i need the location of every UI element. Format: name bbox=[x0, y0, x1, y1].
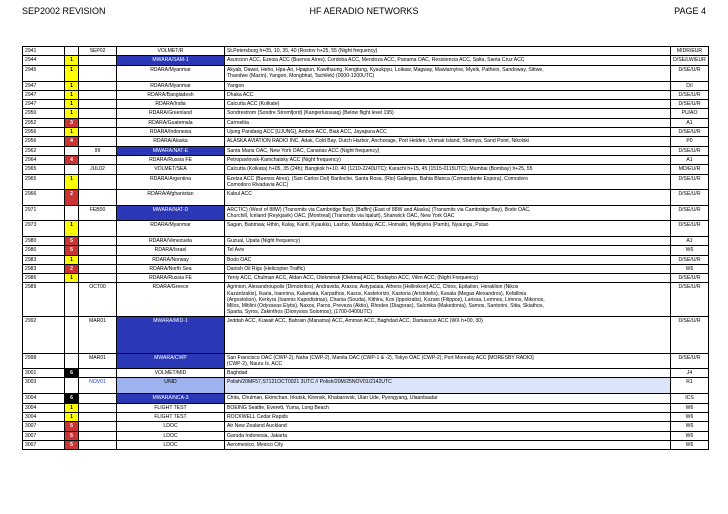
table-row bbox=[23, 412, 709, 421]
stations-line: ARCTIC) (West of 88W) (Transmits via Cambridge Bay), [Baffin] (East of 88W and Alaska) (Transmits via Cambridge Bay), Bodo OAC, bbox=[227, 206, 531, 213]
stations-line: San Francisco OAC (CWP-2), Naha (CWP-2), Manila OAC (CWP-1 & -2), Tokyo OAC (CWP-2), Port Moresby ACC [MORESBY RADIO] bbox=[227, 354, 534, 361]
revision-date-cell bbox=[79, 264, 117, 273]
ident-code-cell: D/SE/U/R bbox=[671, 189, 709, 205]
ident-code-cell: D/SE/U/R bbox=[671, 174, 709, 189]
revision-date-cell: NOV01 bbox=[79, 378, 117, 394]
stations-cell bbox=[225, 128, 671, 137]
table-row bbox=[23, 90, 709, 99]
revision-date-cell bbox=[79, 189, 117, 205]
revision-date-cell bbox=[79, 128, 117, 137]
ident-code-cell: D/I bbox=[671, 81, 709, 90]
revision-date-cell bbox=[79, 155, 117, 164]
table-row bbox=[23, 274, 709, 283]
stations-line: Tel Aviv bbox=[227, 247, 245, 254]
frequency-cell: 3004 bbox=[23, 394, 65, 403]
ident-code-cell: J4 bbox=[671, 369, 709, 378]
table-row bbox=[23, 369, 709, 378]
frequency-cell: 2983 bbox=[23, 255, 65, 264]
network-area-cell: RDARA/Russia FE bbox=[117, 155, 225, 164]
stations-line: St.Petersburg h+05, 10, 35, 40 (Rostov h+25, 55 (Night frequency) bbox=[227, 48, 378, 54]
stations-cell bbox=[225, 47, 671, 56]
network-area-cell: RDARA/Norway bbox=[117, 255, 225, 264]
table-row bbox=[23, 316, 709, 353]
network-area-cell: FLIGHT TEST bbox=[117, 403, 225, 412]
ident-code-cell: A1 bbox=[671, 236, 709, 245]
stations-line: Kazantzakis), Ikaria, Ioannina, Kalamata, Karpathos, Kasos, Kastelorizo, Kastoria (Aristotelis), Kavala (Megas Alexandros), Kefallinia bbox=[227, 290, 527, 297]
ident-code-cell: A1 bbox=[671, 155, 709, 164]
stations-cell bbox=[225, 412, 671, 421]
network-area-cell: RDARA/Bangladesh bbox=[117, 90, 225, 99]
frequency-cell: 3007 bbox=[23, 440, 65, 449]
stations-cell bbox=[225, 283, 671, 316]
revision-date-cell: FEB00 bbox=[79, 205, 117, 220]
table-row bbox=[23, 128, 709, 137]
table-row bbox=[23, 165, 709, 174]
table-row bbox=[23, 155, 709, 164]
stations-cell bbox=[225, 81, 671, 90]
stations-line: Calcutta ACC (Kolkate) bbox=[227, 101, 280, 108]
revision-date-cell bbox=[79, 412, 117, 421]
network-area-cell: LDOC bbox=[117, 440, 225, 449]
frequency-cell: 2980 bbox=[23, 236, 65, 245]
ident-code-cell: D/SE/U/R bbox=[671, 353, 709, 368]
revision-date-cell bbox=[79, 174, 117, 189]
stations-cell bbox=[225, 246, 671, 255]
ident-code-cell: D/SE/U/R bbox=[671, 274, 709, 283]
revision-date-cell bbox=[79, 109, 117, 118]
network-area-cell: RDARA/Greece bbox=[117, 283, 225, 316]
table-row bbox=[23, 118, 709, 127]
phase-badge bbox=[65, 378, 79, 394]
stations-cell bbox=[225, 378, 671, 394]
ident-code-cell: W6 bbox=[671, 412, 709, 421]
stations-cell bbox=[225, 316, 671, 353]
frequency-cell: 2947 bbox=[23, 100, 65, 109]
table-row bbox=[23, 65, 709, 81]
phase-badge: 1 bbox=[65, 274, 79, 283]
phase-badge: 4 bbox=[65, 155, 79, 164]
frequency-cell: 2986 bbox=[23, 274, 65, 283]
stations-line: Aeromexico, Mexico City bbox=[227, 441, 284, 448]
phase-badge bbox=[65, 353, 79, 368]
phase-badge: 2 bbox=[65, 189, 79, 205]
ident-code-cell: D/SE/U/R bbox=[671, 283, 709, 316]
network-area-cell: LDOC bbox=[117, 422, 225, 431]
revision-date-cell: MAR01 bbox=[79, 353, 117, 368]
phase-badge: 1 bbox=[65, 90, 79, 99]
stations-cell bbox=[225, 353, 671, 368]
stations-cell bbox=[225, 118, 671, 127]
phase-badge bbox=[65, 47, 79, 56]
table-row bbox=[23, 47, 709, 56]
network-area-cell: VOLMET/R bbox=[117, 47, 225, 56]
stations-line: (Argostolion), Kerkyra (Ioannis Kapodistrias), Chania (Souda), Kithira, Kos (Ippokratis), Kozani (Filippos), Larissa, Lemnos, Limnos, Mikonos, bbox=[227, 296, 545, 303]
network-area-cell: RDARA/India bbox=[117, 100, 225, 109]
ident-code-cell: W6 bbox=[671, 264, 709, 273]
revision-date-cell bbox=[79, 422, 117, 431]
stations-line: Sparta, Syros, Zakinthos (Dionysios Solomos); (1700-0400UTC) bbox=[227, 308, 372, 315]
revision-date-cell bbox=[79, 369, 117, 378]
stations-cell bbox=[225, 155, 671, 164]
revision-date-cell bbox=[79, 118, 117, 127]
stations-cell bbox=[225, 264, 671, 273]
frequency-cell: 3001 bbox=[23, 369, 65, 378]
stations-line: Petropavlovsk-Kamchatsky ACC (Night frequency) bbox=[227, 156, 341, 163]
ident-code-cell: A1 bbox=[671, 118, 709, 127]
revision-date-cell bbox=[79, 274, 117, 283]
stations-line: Sagan, Banmaw, Hthin, Kalay, Kanti, Kyaukku, Lashio, Mandalay ACC, Homalin, Myitkyina (Pamb), Nyaungu, Putao bbox=[227, 221, 489, 228]
stations-cell bbox=[225, 403, 671, 412]
table-row bbox=[23, 56, 709, 65]
revision-date-cell bbox=[79, 246, 117, 255]
table-row bbox=[23, 264, 709, 273]
stations-cell bbox=[225, 189, 671, 205]
table-row bbox=[23, 255, 709, 264]
phase-badge bbox=[65, 165, 79, 174]
stations-line: Guzual, Upata (Night frequency) bbox=[227, 237, 301, 244]
table-row bbox=[23, 81, 709, 90]
ident-code-cell: MIDR/EUR bbox=[671, 47, 709, 56]
phase-badge: 5 bbox=[65, 440, 79, 449]
phase-badge: 6 bbox=[65, 394, 79, 403]
table-row bbox=[23, 394, 709, 403]
frequency-cell: 2947 bbox=[23, 81, 65, 90]
stations-line: Agrinion, Alexandroupolis (Dimokritos), Andravida, Araxos, Astypalaia, Athens [Hellinikon] ACC, Chios, Epitalion, Heraklion (Nikos bbox=[227, 284, 519, 291]
stations-line: Kabul ACC bbox=[227, 190, 252, 197]
stations-line: Asuncion ACC, Ezeiza ACC (Buenos Aires), Cordoba ACC, Mendoza ACC, Panama OAC, Resistencia ACC, Salta, Santa Cruz ACC bbox=[227, 57, 525, 64]
ident-code-cell: ICS bbox=[671, 394, 709, 403]
stations-cell bbox=[225, 90, 671, 99]
revision-date-cell: OCT00 bbox=[79, 283, 117, 316]
stations-cell bbox=[225, 100, 671, 109]
stations-line: Yeniy ACC, Chulman ACC, Aldan ACC, Olekminsk [Olekma] ACC, Bodaybo ACC, Vilim ACC; (Night Frequency) bbox=[227, 275, 479, 282]
stations-line: Baghdad bbox=[227, 370, 248, 377]
phase-badge: 4 bbox=[65, 137, 79, 146]
stations-line: BOEING Seattle, Everett, Yuma, Long Beach bbox=[227, 404, 329, 411]
stations-line: ALASKA AVIATION RADIO INC. Adak, Cold Bay, Dutch Harbor, Anchorage, Port Heiden, Unmak Island, Shemya, Sand Point, Nikolski bbox=[227, 138, 530, 145]
ident-code-cell: W6 bbox=[671, 403, 709, 412]
ident-code-cell: W6 bbox=[671, 422, 709, 431]
revision-date-cell bbox=[79, 65, 117, 81]
stations-line: Jeddah ACC, Kuwait ACC, Bahrain (Manama) ACC, Amman ACC, Baghdad ACC, Damascus ACC (WX h+00, 30) bbox=[227, 317, 483, 324]
stations-line: Danish Oil Rigs (Helicopter Traffic) bbox=[227, 265, 306, 272]
page-header bbox=[22, 6, 706, 20]
frequency-cell: 2998 bbox=[23, 353, 65, 368]
frequency-cell: 2983 bbox=[23, 264, 65, 273]
phase-badge: 1 bbox=[65, 255, 79, 264]
phase-badge: 1 bbox=[65, 109, 79, 118]
revision-date-cell: JUL02 bbox=[79, 165, 117, 174]
network-area-cell: RDARA/Myanmar bbox=[117, 220, 225, 236]
phase-badge: 1 bbox=[65, 65, 79, 81]
frequency-cell: 2956 bbox=[23, 128, 65, 137]
stations-cell bbox=[225, 109, 671, 118]
network-area-cell: LDOC bbox=[117, 431, 225, 440]
document-title: HF AERADIO NETWORKS bbox=[309, 6, 419, 16]
network-area-cell: MWARA/NCA-3 bbox=[117, 394, 225, 403]
frequency-cell: 2947 bbox=[23, 90, 65, 99]
stations-cell bbox=[225, 174, 671, 189]
network-area-cell: UNID bbox=[117, 378, 225, 394]
stations-cell bbox=[225, 236, 671, 245]
ident-code-cell: MD/EU/R bbox=[671, 165, 709, 174]
phase-badge: 1 bbox=[65, 81, 79, 90]
revision-date-cell: MAR01 bbox=[79, 316, 117, 353]
network-area-cell: RDARA/Myanmar bbox=[117, 65, 225, 81]
frequency-cell: 3003 bbox=[23, 378, 65, 394]
stations-line: (CWP-2), Nauru Is. ACC bbox=[227, 360, 283, 367]
stations-cell bbox=[225, 255, 671, 264]
ident-code-cell: R1 bbox=[671, 378, 709, 394]
phase-badge bbox=[65, 205, 79, 220]
frequency-cell: 3004 bbox=[23, 403, 65, 412]
revision-date-cell: 99 bbox=[79, 146, 117, 155]
phase-badge bbox=[65, 283, 79, 316]
phase-badge: 1 bbox=[65, 412, 79, 421]
stations-cell bbox=[225, 146, 671, 155]
ident-code-cell: P0 bbox=[671, 137, 709, 146]
frequency-table bbox=[22, 46, 709, 450]
network-area-cell: MWARA/NAT-D bbox=[117, 205, 225, 220]
table-row bbox=[23, 174, 709, 189]
network-area-cell: RDARA/Argentina bbox=[117, 174, 225, 189]
phase-badge bbox=[65, 146, 79, 155]
table-row bbox=[23, 205, 709, 220]
revision-date-cell bbox=[79, 220, 117, 236]
phase-badge: 6 bbox=[65, 369, 79, 378]
phase-badge: 5 bbox=[65, 431, 79, 440]
frequency-cell: 2941 bbox=[23, 47, 65, 56]
ident-code-cell: PU/AO bbox=[671, 109, 709, 118]
stations-line: Bodo OAC bbox=[227, 256, 252, 263]
frequency-cell: 2965 bbox=[23, 174, 65, 189]
network-area-cell: MWARA/CWP bbox=[117, 353, 225, 368]
revision-date-cell bbox=[79, 255, 117, 264]
stations-line: Ezeiza ACC (Buenos Aires), (San Carlos Del) Bariloche, Santa Rosa, (Rio) Gallegos, Bahia Blanca (Comandante Espora), Comodoro bbox=[227, 175, 528, 182]
ident-code-cell: W6 bbox=[671, 440, 709, 449]
phase-badge: 1 bbox=[65, 403, 79, 412]
phase-badge: 5 bbox=[65, 246, 79, 255]
phase-badge: 1 bbox=[65, 128, 79, 137]
stations-cell bbox=[225, 369, 671, 378]
frequency-cell: 2966 bbox=[23, 189, 65, 205]
stations-cell bbox=[225, 56, 671, 65]
table-row bbox=[23, 422, 709, 431]
stations-line: Thandwe (Mazin), Yangon, Mongbhat, Tachilek) (0000-1200UTC) bbox=[227, 72, 375, 79]
frequency-cell: 2971 bbox=[23, 205, 65, 220]
revision-date-cell bbox=[79, 403, 117, 412]
revision-date-cell bbox=[79, 137, 117, 146]
table-row bbox=[23, 403, 709, 412]
stations-line: Polish/20MF57,S7121OCT0021 3UTC // Polish/20M/25NOV01/2142UTC bbox=[227, 379, 392, 386]
network-area-cell: MWARA/SAM-1 bbox=[117, 56, 225, 65]
stations-line: Dhaka ACC bbox=[227, 91, 254, 98]
network-area-cell: RDARA/Russia FE bbox=[117, 274, 225, 283]
network-area-cell: MWARA/MID-1 bbox=[117, 316, 225, 353]
network-area-cell: RDARA/Greenland bbox=[117, 109, 225, 118]
ident-code-cell: D/SE/U/R bbox=[671, 220, 709, 236]
phase-badge: 5 bbox=[65, 422, 79, 431]
frequency-cell: 2952 bbox=[23, 118, 65, 127]
stations-line: Calcutta (Kolkata) h+05, 35 (24h); Bangkok h+10, 40 (1210-2240UTC); Karachi h+15, 45 (1515-0115UTC); Mumbai (Bombay) h+25, 55 bbox=[227, 166, 533, 173]
frequency-cell: 2973 bbox=[23, 220, 65, 236]
ident-code-cell: W6 bbox=[671, 431, 709, 440]
stations-cell bbox=[225, 422, 671, 431]
table-row bbox=[23, 440, 709, 449]
phase-badge: 3 bbox=[65, 118, 79, 127]
revision-date-cell bbox=[79, 431, 117, 440]
network-area-cell: RDARA/North Sea bbox=[117, 264, 225, 273]
phase-badge: 5 bbox=[65, 236, 79, 245]
page-number: PAGE 4 bbox=[674, 6, 706, 16]
ident-code-cell: D/SE/U/R bbox=[671, 90, 709, 99]
revision-date-cell bbox=[79, 56, 117, 65]
network-area-cell: RDARA/Alaska bbox=[117, 137, 225, 146]
table-row bbox=[23, 236, 709, 245]
phase-badge: 1 bbox=[65, 174, 79, 189]
stations-cell bbox=[225, 137, 671, 146]
revision-label: SEP2002 REVISION bbox=[22, 6, 106, 16]
ident-code-cell: D/SE/U/R bbox=[671, 255, 709, 264]
phase-badge: 1 bbox=[65, 220, 79, 236]
stations-line: Ujung Pandang ACC [UJUNG], Ambon ACC, Biak ACC, Jayapura ACC bbox=[227, 129, 387, 136]
ident-code-cell: D/SE/U/R bbox=[671, 128, 709, 137]
revision-date-cell bbox=[79, 440, 117, 449]
network-area-cell: RDARA/Venezuela bbox=[117, 236, 225, 245]
stations-line: ROCKWELL Cedar Rapids bbox=[227, 413, 288, 420]
table-row bbox=[23, 246, 709, 255]
ident-code-cell: D/SE/LW/EUR bbox=[671, 56, 709, 65]
frequency-cell: 2962 bbox=[23, 146, 65, 155]
ident-code-cell: D/SE/U/R bbox=[671, 65, 709, 81]
phase-badge: 1 bbox=[65, 100, 79, 109]
table-row bbox=[23, 220, 709, 236]
table-row bbox=[23, 353, 709, 368]
revision-date-cell bbox=[79, 90, 117, 99]
table-row bbox=[23, 146, 709, 155]
phase-badge bbox=[65, 316, 79, 353]
frequency-cell: 2965 bbox=[23, 165, 65, 174]
stations-line: Santa Maria OAC, New York OAC, Canarias ACC (Night frequency) bbox=[227, 147, 380, 154]
network-area-cell: RDARA/Indonesia bbox=[117, 128, 225, 137]
frequency-cell: 3007 bbox=[23, 431, 65, 440]
stations-line: Garuda Indonesia, Jakarta bbox=[227, 432, 288, 439]
phase-badge: 1 bbox=[65, 56, 79, 65]
frequency-cell: 2980 bbox=[23, 246, 65, 255]
ident-code-cell: D/SE/U/R bbox=[671, 146, 709, 155]
table-row bbox=[23, 189, 709, 205]
revision-date-cell bbox=[79, 236, 117, 245]
stations-line: Chita, Chulman, Ekimchan, Irkutsk, Kirensk, Khabarovsk, Ulan Ude, Pyongyang, Ulaanbaatar bbox=[227, 395, 438, 402]
table-row bbox=[23, 378, 709, 394]
stations-cell bbox=[225, 220, 671, 236]
frequency-cell: 2992 bbox=[23, 316, 65, 353]
ident-code-cell: W6 bbox=[671, 246, 709, 255]
revision-date-cell: SEP02 bbox=[79, 47, 117, 56]
phase-badge: 2 bbox=[65, 264, 79, 273]
stations-line: Yangon bbox=[227, 82, 245, 89]
ident-code-cell: D/SE/U/R bbox=[671, 205, 709, 220]
revision-date-cell bbox=[79, 100, 117, 109]
ident-code-cell: D/SE/U/R bbox=[671, 316, 709, 353]
network-area-cell: RDARA/Israel bbox=[117, 246, 225, 255]
stations-cell bbox=[225, 394, 671, 403]
table-row bbox=[23, 431, 709, 440]
stations-cell bbox=[225, 165, 671, 174]
frequency-cell: 2964 bbox=[23, 155, 65, 164]
network-area-cell: VOLMET/MID bbox=[117, 369, 225, 378]
stations-cell bbox=[225, 440, 671, 449]
network-area-cell: FLIGHT TEST bbox=[117, 412, 225, 421]
network-area-cell: MWARA/NAT-E bbox=[117, 146, 225, 155]
frequency-cell: 2944 bbox=[23, 56, 65, 65]
stations-cell bbox=[225, 65, 671, 81]
network-area-cell: VOLMET/SEA bbox=[117, 165, 225, 174]
stations-line: Sondrestrom (Sondre Stromfjord) (Kangerlussuaq) (Below flight level 195) bbox=[227, 110, 394, 117]
stations-line: Comodoro Rivadavia ACC) bbox=[227, 181, 289, 188]
network-area-cell: RDARA/Guatemala bbox=[117, 118, 225, 127]
stations-cell bbox=[225, 431, 671, 440]
stations-line: Milos, Mitilini (Odysseas Elytis), Naxos, Paros, Preveza (Aktio), Rhodes (Diagoras), Salonika (Makedonia), Samos, Santorini, Sitia, Skiathos, bbox=[227, 302, 544, 309]
network-area-cell: RDARA/Afghanistan bbox=[117, 189, 225, 205]
table-row bbox=[23, 109, 709, 118]
stations-cell bbox=[225, 205, 671, 220]
stations-line: Churchill, Iceland (Reykjavik) OAC, [Montreal] (Transmits via Iqaluit), Shanwick OAC, New York OAC bbox=[227, 212, 455, 219]
stations-line: Carmelita bbox=[227, 119, 249, 126]
table-row bbox=[23, 100, 709, 109]
frequency-cell: 3004 bbox=[23, 412, 65, 421]
frequency-cell: 2989 bbox=[23, 283, 65, 316]
stations-line: Akyab, Dawei, Heho, Hpa-An, Hpapun, Kawthaung, Kengtung, Kyaukpyu, Loikaw, Magway, Mawlamyine, Myeik, Pathein, Sandoway, Sittwe, bbox=[227, 66, 544, 73]
revision-date-cell bbox=[79, 394, 117, 403]
frequency-cell: 2950 bbox=[23, 109, 65, 118]
frequency-cell: 2956 bbox=[23, 137, 65, 146]
network-area-cell: RDARA/Myanmar bbox=[117, 81, 225, 90]
frequency-cell: 3007 bbox=[23, 422, 65, 431]
table-row bbox=[23, 283, 709, 316]
table-row bbox=[23, 137, 709, 146]
frequency-cell: 2945 bbox=[23, 65, 65, 81]
stations-cell bbox=[225, 274, 671, 283]
stations-line: Air New Zealand Auckland bbox=[227, 423, 287, 430]
revision-date-cell bbox=[79, 81, 117, 90]
ident-code-cell: D/SE/U/R bbox=[671, 100, 709, 109]
